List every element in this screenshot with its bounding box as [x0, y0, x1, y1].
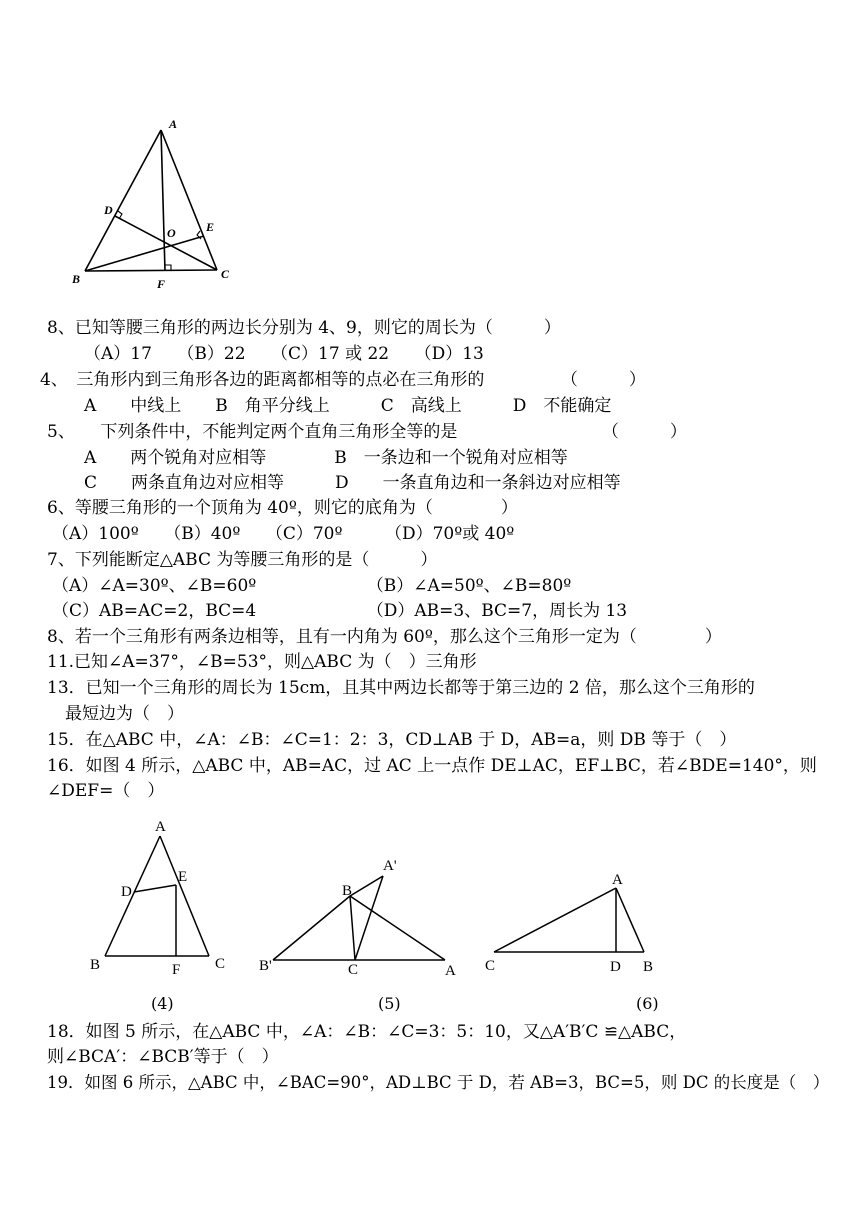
label-D: D [610, 959, 621, 975]
figure-5 [255, 852, 465, 982]
label-A: A [155, 819, 166, 835]
label-E: E [178, 869, 188, 885]
label-B: B [90, 957, 101, 973]
label-C: C [348, 962, 359, 978]
question-18-cont: 则∠BCA′：∠BCB′等于（ ） [47, 1047, 279, 1067]
figure-5-caption: (5) [378, 994, 401, 1013]
label-B-prime: B' [259, 958, 272, 974]
figure-4-caption: (4) [151, 994, 174, 1013]
label-C: C [221, 267, 230, 281]
question-19: 19．如图 6 所示，△ABC 中，∠BAC=90°，AD⊥BC 于 D，若 AB=3，BC=5，则 DC 的长度是（ ） [47, 1073, 830, 1092]
question-8-sixty: 8、若一个三角形有两条边相等，且有一内角为 60º，那么这个三角形一定为（ ） [47, 627, 722, 647]
label-A: A [445, 963, 456, 979]
question-6: 6、等腰三角形的一个顶角为 40º，则它的底角为（ ） [47, 498, 518, 518]
question-4: 4、 三角形内到三角形各边的距离都相等的点必在三角形的 （ ） [40, 370, 646, 390]
question-5: 5、 下列条件中，不能判定两个直角三角形全等的是 （ ） [47, 422, 687, 442]
label-F: F [157, 277, 166, 291]
question-13: 13．已知一个三角形的周长为 15cm，且其中两边长都等于第三边的 2 倍，那么这个三角形的 [47, 678, 755, 698]
question-13-cont: 最短边为（ ） [65, 704, 184, 724]
question-11: 11.已知∠A=37°，∠B=53°，则△ABC 为（ ）三角形 [47, 652, 477, 672]
question-6-options: （A）100º （B）40º （C）70º （D）70º或 40º [52, 524, 515, 544]
triangle-figure-top [60, 110, 250, 300]
question-18: 18．如图 5 所示，在△ABC 中，∠A：∠B：∠C=3：5：10，又△A′B′C ≌△ABC， [47, 1022, 687, 1042]
label-B: B [643, 959, 654, 975]
label-C: C [215, 956, 226, 972]
figure-6 [482, 868, 672, 978]
label-D: D [104, 203, 113, 217]
question-7-options-ab: （A）∠A=30º、∠B=60º （B）∠A=50º、∠B=80º [52, 576, 572, 596]
question-5-options-cd: C 两条直角边对应相等 D 一条直角边和一条斜边对应相等 [84, 473, 621, 493]
question-16-cont: ∠DEF=（ ） [47, 781, 165, 801]
question-4-options: A 中线上 B 角平分线上 C 高线上 D 不能确定 [84, 396, 612, 416]
label-A: A [612, 872, 623, 888]
question-7-options-cd: （C）AB=AC=2，BC=4 （D）AB=3、BC=7，周长为 13 [52, 601, 628, 621]
label-O: O [167, 226, 176, 240]
label-F: F [172, 962, 181, 978]
figure-6-caption: (6) [636, 994, 659, 1013]
label-D: D [121, 884, 132, 900]
label-C: C [485, 958, 496, 974]
label-E: E [206, 220, 215, 234]
question-8-options: （A）17 （B）22 （C）17 或 22 （D）13 [84, 344, 484, 364]
question-8-perimeter: 8、已知等腰三角形的两边长分别为 4、9，则它的周长为（ ） [47, 318, 561, 338]
question-7: 7、下列能断定△ABC 为等腰三角形的是（ ） [47, 550, 438, 570]
figure-4 [88, 815, 238, 980]
label-A-prime: A' [383, 858, 397, 874]
question-5-options-ab: A 两个锐角对应相等 B 一条边和一个锐角对应相等 [84, 448, 568, 468]
question-16: 16．如图 4 所示，△ABC 中，AB=AC，过 AC 上一点作 DE⊥AC，EF⊥BC，若∠BDE=140°，则 [47, 756, 817, 776]
label-B: B [72, 272, 81, 286]
label-A: A [169, 117, 178, 131]
label-B: B [342, 883, 353, 899]
question-15: 15．在△ABC 中，∠A：∠B：∠C=1：2：3，CD⊥AB 于 D，AB=a，则 DB 等于（ ） [47, 730, 737, 750]
